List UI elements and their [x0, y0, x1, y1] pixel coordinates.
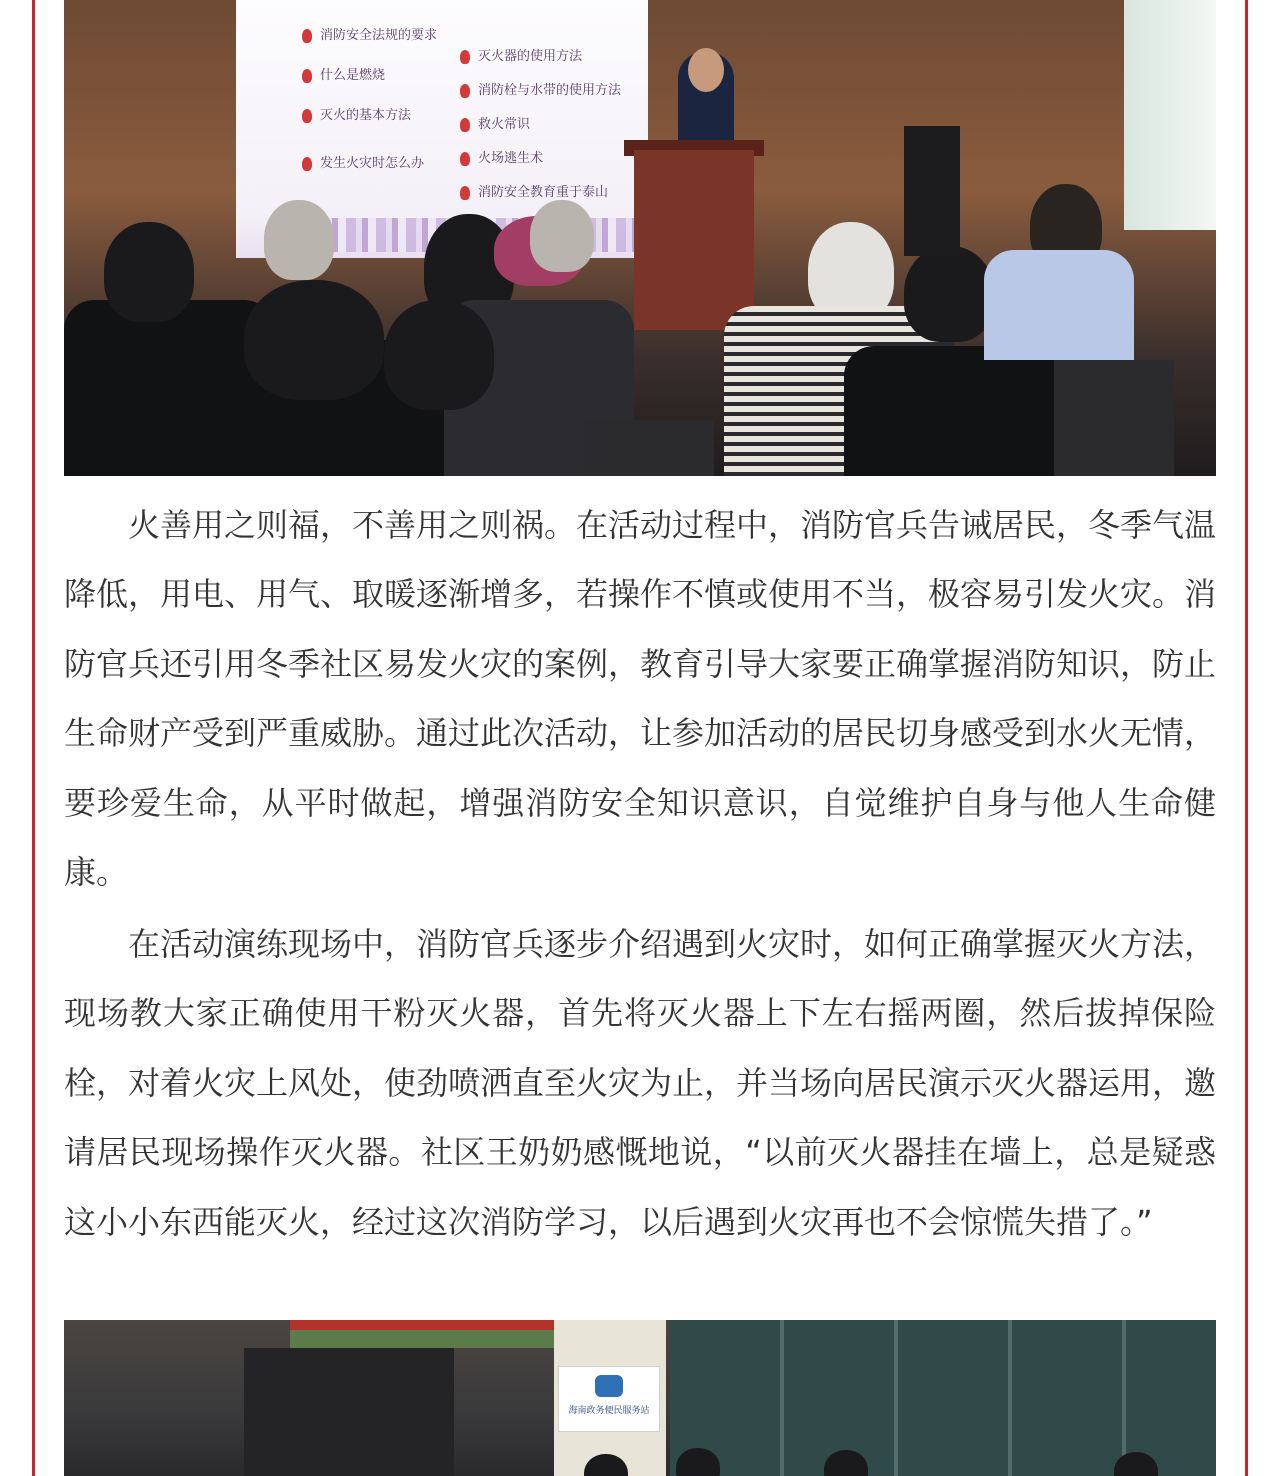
audience-head — [244, 280, 384, 400]
lecture-photo — [64, 0, 1216, 476]
audience-head — [264, 200, 334, 280]
slide-item: 消防栓与水带的使用方法 — [460, 74, 621, 108]
flame-icon — [302, 157, 312, 171]
audience-head — [384, 300, 494, 410]
flame-icon — [460, 186, 470, 200]
flame-icon — [460, 152, 470, 166]
chair — [1054, 360, 1174, 476]
drill-photo — [64, 1320, 1216, 1476]
flame-icon — [302, 29, 312, 43]
flame-icon — [460, 118, 470, 132]
slide-item: 灭火的基本方法 — [302, 96, 437, 136]
audience-member — [984, 250, 1134, 360]
slide-column-right — [460, 40, 621, 210]
left-red-border — [32, 0, 35, 1476]
right-red-border — [1245, 0, 1248, 1476]
slide-item: 消防安全法规的要求 — [302, 16, 437, 56]
service-station-sign — [558, 1366, 660, 1432]
slide-column-left — [302, 16, 437, 184]
speaker-head — [688, 48, 724, 92]
flame-icon — [302, 69, 312, 83]
chair — [904, 126, 960, 256]
wall-banner-stripe — [290, 1320, 590, 1330]
slide-item: 火场逃生术 — [460, 142, 621, 176]
article-paragraph-2: 在活动演练现场中，消防官兵逐步介绍遇到火灾时，如何正确掌握灭火方法，现场教大家正确使用干粉灭火器，首先将灭火器上下左右摇两圈，然后拔掉保险栓，对着火灾上风处，使劲喷洒直至火灾为止，并当场向居民演示灭火器运用，邀请居民现场操作灭火器。社区王奶奶感慨地说，“以前灭火器挂在墙上，总是疑惑这小小东西能灭火，经过这次消防学习，以后遇到火灾再也不会惊慌失措了。” — [64, 925, 1217, 1241]
slide-item: 发生火灾时怎么办 — [302, 144, 437, 184]
slide-item: 灭火器的使用方法 — [460, 40, 621, 74]
article-paragraph-1: 火善用之则福，不善用之则祸。在活动过程中，消防官兵告诫居民，冬季气温降低，用电、用气、取暖逐渐增多，若操作不慎或使用不当，极容易引发火灾。消防官兵还引用冬季社区易发火灾的案例，教育引导大家要正确掌握消防知识，防止生命财产受到严重威胁。通过此次活动，让参加活动的居民切身感受到水火无情，要珍爱生命，从平时做起，增强消防安全知识意识，自觉维护自身与他人生命健康。 — [64, 506, 1217, 892]
slide-item: 消防安全教育重于泰山 — [460, 176, 621, 210]
audience-head — [104, 222, 194, 322]
slide-item: 什么是燃烧 — [302, 56, 437, 96]
audience-head — [530, 200, 594, 272]
doorway — [244, 1348, 454, 1476]
sign-text: 海南政务便民服务站 — [568, 1406, 650, 1416]
slide-item: 救火常识 — [460, 108, 621, 142]
flame-icon — [460, 84, 470, 98]
chair — [584, 420, 714, 476]
flame-icon — [302, 109, 312, 123]
flame-icon — [460, 50, 470, 64]
audience-head — [904, 246, 994, 342]
podium — [634, 150, 754, 330]
station-logo-icon — [595, 1375, 623, 1397]
window — [1124, 0, 1216, 230]
